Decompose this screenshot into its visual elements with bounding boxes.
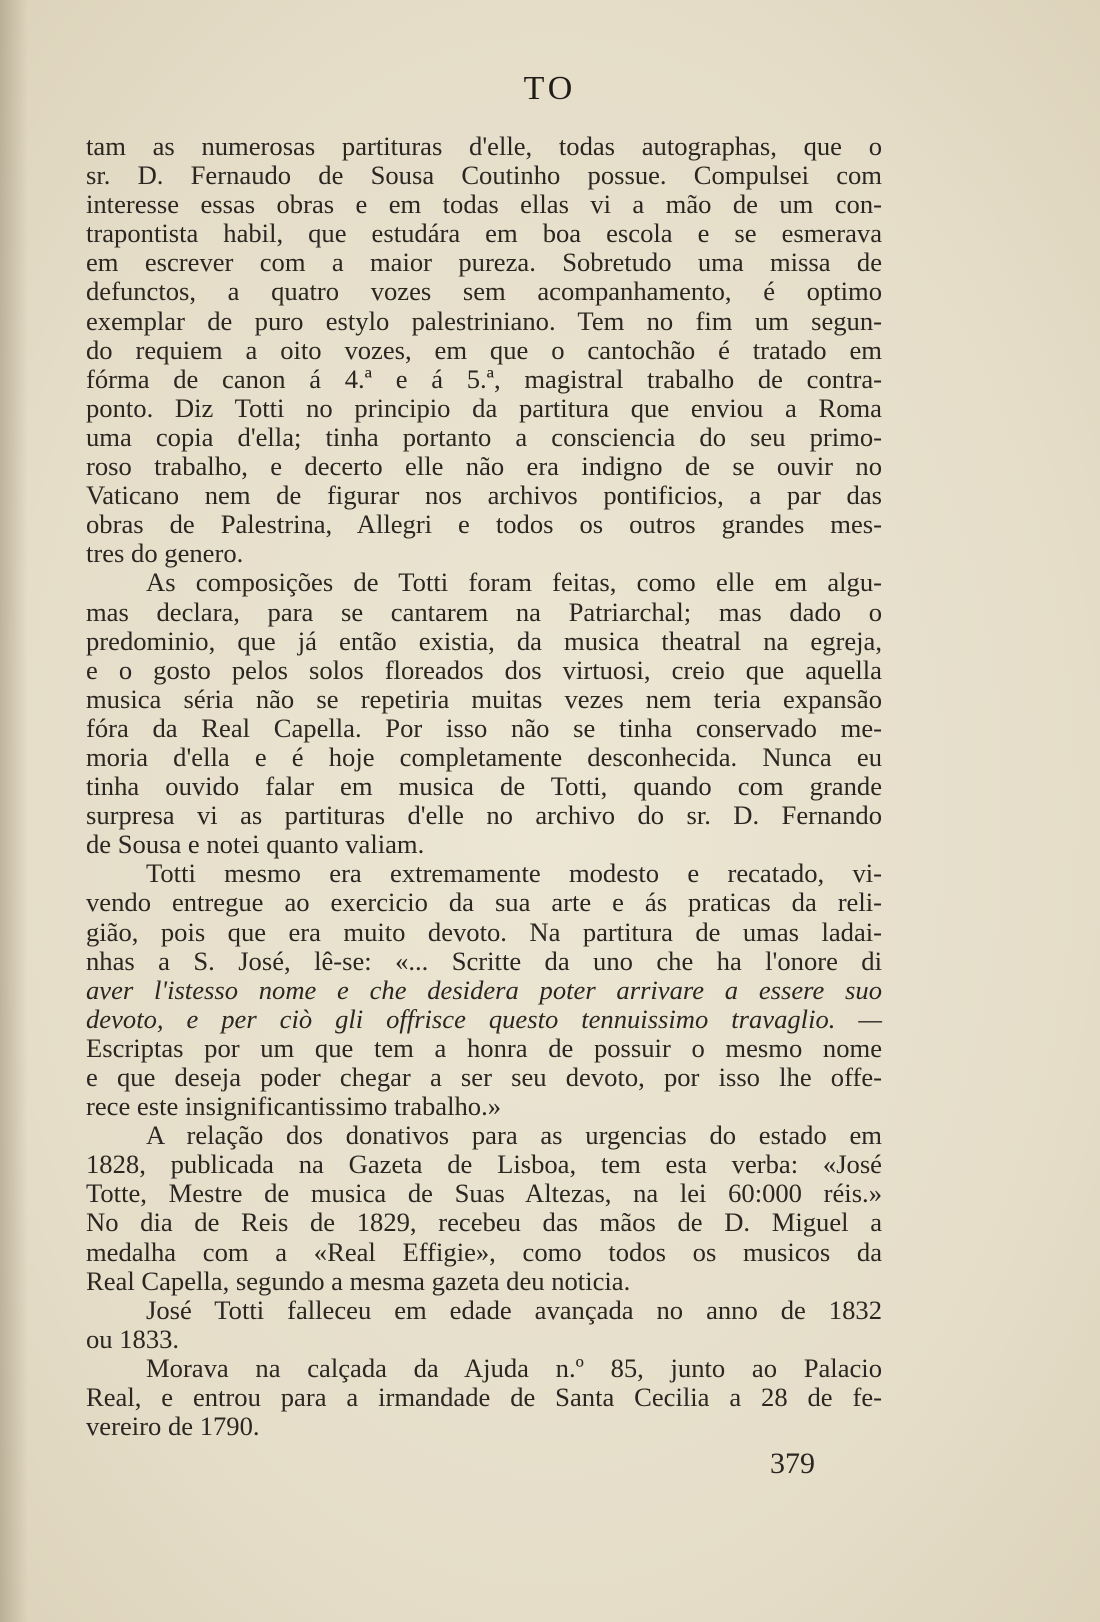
text-line: Totte, Mestre de musica de Suas Altezas, na lei 60:000 réis.» — [86, 1178, 882, 1209]
text-line: Morava na calçada da Ajuda n.º 85, junto ao Palacio — [146, 1352, 882, 1383]
text-line: roso trabalho, e decerto elle não era indigno de se ouvir no — [86, 451, 882, 482]
text-line: A relação dos donativos para as urgencias do estado em — [146, 1120, 882, 1151]
text-line: ou 1833. — [86, 1323, 180, 1354]
text-line: de Sousa e notei quanto valiam. — [86, 829, 425, 860]
text-line: Totti mesmo era extremamente modesto e recatado, vi- — [146, 858, 882, 889]
text-line: Vaticano nem de figurar nos archivos pontificios, a par das — [86, 480, 882, 511]
text-line: interesse essas obras e em todas ellas vi a mão de um con- — [86, 189, 882, 220]
text-line: e o gosto pelos solos floreados dos virtuosi, creio que aquella — [86, 654, 882, 685]
text-line: tam as numerosas partituras d'elle, todas autographas, que o — [86, 131, 882, 161]
text-line: As composições de Totti foram feitas, como elle em algu- — [146, 567, 882, 598]
text-line: rece este insignificantissimo trabalho.» — [86, 1091, 502, 1122]
text-line: do requiem a oito vozes, em que o cantochão é tratado em — [86, 334, 882, 365]
text-line: defunctos, a quatro vozes sem acompanhamento, é optimo — [86, 276, 882, 307]
spine-shadow — [0, 0, 28, 1622]
text-line: surpresa vi as partituras d'elle no archivo do sr. D. Fernando — [86, 800, 882, 831]
body-text — [86, 132, 882, 1441]
text-line: predominio, que já então existia, da musica theatral na egreja, — [86, 625, 882, 656]
text-line: gião, pois que era muito devoto. Na partitura de umas ladai- — [86, 916, 882, 947]
text-line: ponto. Diz Totti no principio da partitura que enviou a Roma — [86, 392, 882, 423]
text-line: trapontista habil, que estudára em boa escola e se esmerava — [86, 218, 882, 249]
running-head: TO — [523, 70, 577, 107]
text-line: medalha com a «Real Effigie», como todos os musicos da — [86, 1236, 882, 1267]
text-line: 1828, publicada na Gazeta de Lisboa, tem esta verba: «José — [86, 1149, 882, 1180]
text-line: No dia de Reis de 1829, recebeu das mãos de D. Miguel a — [86, 1207, 882, 1238]
text-line: uma copia d'ella; tinha portanto a consciencia do seu primo- — [86, 421, 882, 452]
italic-quote-line: aver l'istesso nome e che desidera poter arrivare a essere suo — [86, 974, 882, 1005]
text-line: Real, e entrou para a irmandade de Santa Cecilia a 28 de fe- — [86, 1382, 882, 1413]
text-line: Real Capella, segundo a mesma gazeta deu noticia. — [86, 1265, 631, 1296]
page-number: 379 — [770, 1447, 815, 1480]
text-line: tres do genero. — [86, 538, 244, 569]
text-line: nhas a S. José, lê-se: «... Scritte da uno che ha l'onore di — [86, 945, 882, 976]
text-line: exemplar de puro estylo palestriniano. Tem no fim um segun- — [86, 305, 882, 336]
text-line: vereiro de 1790. — [86, 1411, 260, 1442]
text-line: e que deseja poder chegar a ser seu devoto, por isso lhe offe- — [86, 1062, 882, 1092]
text-line: tinha ouvido falar em musica de Totti, quando com grande — [86, 771, 882, 802]
text-line: obras de Palestrina, Allegri e todos os outros grandes mes- — [86, 509, 882, 540]
text-line: moria d'ella e é hoje completamente desconhecida. Nunca eu — [86, 741, 882, 772]
text-line: sr. D. Fernaudo de Sousa Coutinho possue. Compulsei com — [86, 160, 882, 191]
text-line: José Totti falleceu em edade avançada no anno de 1832 — [146, 1294, 882, 1325]
text-line: mas declara, para se cantarem na Patriarchal; mas dado o — [86, 596, 882, 627]
text-line: vendo entregue ao exercicio da sua arte e ás praticas da reli- — [86, 887, 882, 918]
text-line: fórma de canon á 4.ª e á 5.ª, magistral trabalho de contra- — [86, 363, 882, 394]
text-line: fóra da Real Capella. Por isso não se tinha conservado me- — [86, 712, 882, 743]
italic-quote-line: devoto, e per ciò gli offrisce questo tennuissimo travaglio. — — [86, 1003, 882, 1034]
text-line: musica séria não se repetiria muitas vezes nem teria expansão — [86, 683, 882, 714]
text-line: em escrever com a maior pureza. Sobretudo uma missa de — [86, 247, 882, 278]
text-line: Escriptas por um que tem a honra de possuir o mesmo nome — [86, 1032, 882, 1063]
